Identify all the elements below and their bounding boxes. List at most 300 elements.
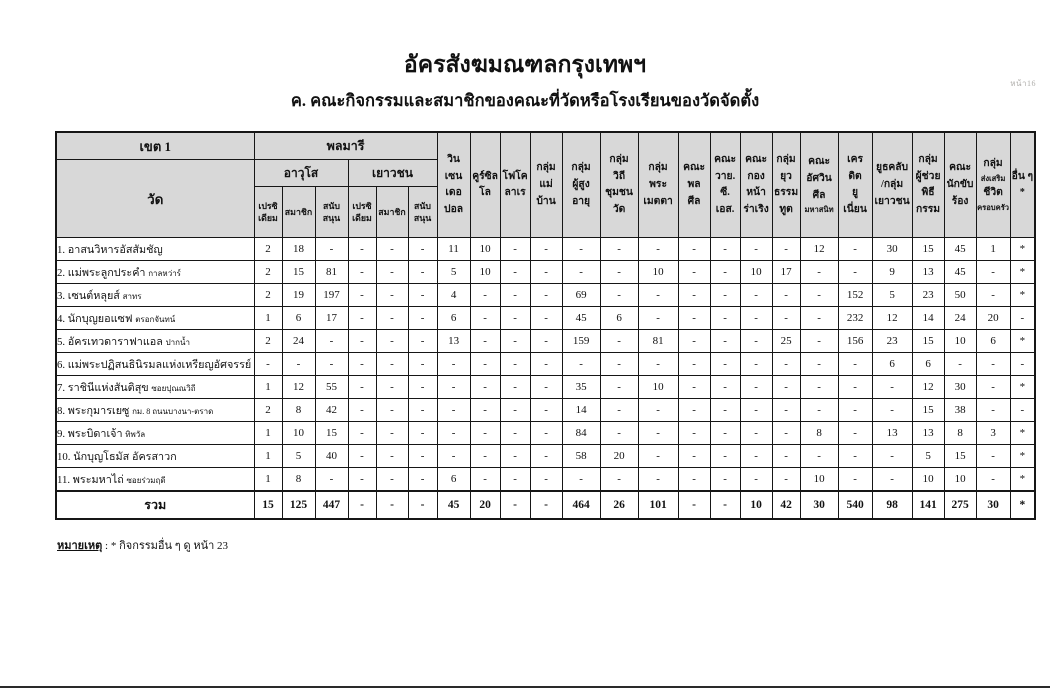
col-header-2: โฟโค ลาเร [500, 132, 530, 238]
value-cell: 10 [944, 330, 976, 353]
temple-name-cell: 6. แม่พระปฏิสนธินิรมลแห่งเหรียญอัศจรรย์ [56, 353, 254, 376]
temple-header: วัด [56, 160, 254, 238]
value-cell: - [530, 238, 562, 261]
value-cell: - [500, 445, 530, 468]
value-cell: - [772, 399, 800, 422]
value-cell: 6 [872, 353, 912, 376]
total-value-cell: 141 [912, 491, 944, 519]
value-cell: - [678, 353, 710, 376]
col-header-4: กลุ่ม ผู้สูง อายุ [562, 132, 600, 238]
total-value-cell: - [710, 491, 740, 519]
data-table [55, 131, 1036, 520]
total-value-cell: 101 [638, 491, 678, 519]
value-cell: - [600, 353, 638, 376]
value-cell: - [408, 399, 437, 422]
value-cell: 30 [872, 238, 912, 261]
total-value-cell: 15 [254, 491, 282, 519]
value-cell: - [838, 422, 872, 445]
table-row [56, 284, 1035, 307]
value-cell: - [500, 330, 530, 353]
value-cell: - [740, 238, 772, 261]
value-cell: - [710, 261, 740, 284]
value-cell: 11 [437, 238, 470, 261]
value-cell: - [376, 399, 408, 422]
value-cell: - [530, 330, 562, 353]
value-cell: - [710, 399, 740, 422]
value-cell: - [408, 261, 437, 284]
value-cell: 45 [944, 261, 976, 284]
value-cell: 1 [254, 445, 282, 468]
value-cell: 23 [872, 330, 912, 353]
value-cell: 55 [315, 376, 348, 399]
total-row [56, 491, 1035, 519]
value-cell: - [600, 261, 638, 284]
value-cell: - [437, 376, 470, 399]
value-cell: - [500, 399, 530, 422]
value-cell: - [530, 261, 562, 284]
value-cell: 232 [838, 307, 872, 330]
value-cell: - [470, 422, 500, 445]
value-cell: 6 [912, 353, 944, 376]
value-cell: 1 [254, 307, 282, 330]
value-cell: 17 [772, 261, 800, 284]
total-value-cell: - [500, 491, 530, 519]
value-cell: 4 [437, 284, 470, 307]
value-cell: 6 [437, 468, 470, 492]
value-cell: - [600, 376, 638, 399]
value-cell: - [638, 238, 678, 261]
value-cell: 20 [600, 445, 638, 468]
total-label-cell: รวม [56, 491, 254, 519]
value-cell: - [500, 261, 530, 284]
value-cell: 10 [638, 261, 678, 284]
total-value-cell: 275 [944, 491, 976, 519]
value-cell: 42 [315, 399, 348, 422]
zone-header: เขต 1 [56, 132, 254, 160]
temple-name-cell: 8. พระกุมารเยซู กม. 8 ถนนบางนา-ตราด [56, 399, 254, 422]
value-cell: - [638, 445, 678, 468]
col-header-7: คณะ พล ศีล [678, 132, 710, 238]
value-cell: - [710, 422, 740, 445]
value-cell: 10 [944, 468, 976, 492]
value-cell: - [376, 307, 408, 330]
value-cell: - [638, 422, 678, 445]
total-value-cell: * [1010, 491, 1035, 519]
value-cell: 5 [282, 445, 315, 468]
value-cell: - [638, 353, 678, 376]
value-cell: * [1010, 422, 1035, 445]
value-cell: - [678, 468, 710, 492]
value-cell: 1 [254, 468, 282, 492]
col-header-15: คณะ นักขับ ร้อง [944, 132, 976, 238]
value-cell: - [838, 376, 872, 399]
value-cell: - [944, 353, 976, 376]
value-cell: - [254, 353, 282, 376]
value-cell: - [678, 330, 710, 353]
value-cell: 15 [912, 399, 944, 422]
value-cell: - [678, 307, 710, 330]
value-cell: 8 [282, 399, 315, 422]
value-cell: - [500, 307, 530, 330]
value-cell: - [638, 307, 678, 330]
table-row [56, 422, 1035, 445]
value-cell: - [530, 307, 562, 330]
value-cell: - [710, 376, 740, 399]
page-subtitle: ค. คณะกิจกรรมและสมาชิกของคณะที่วัดหรือโรงเรียนของวัดจัดตั้ง [290, 90, 760, 110]
table-row [56, 238, 1035, 261]
value-cell: - [376, 422, 408, 445]
value-cell: - [638, 468, 678, 492]
value-cell: * [1010, 445, 1035, 468]
value-cell: - [348, 307, 376, 330]
temple-name-cell: 2. แม่พระลูกประคำ กาลหว่าร์ [56, 261, 254, 284]
value-cell: - [530, 353, 562, 376]
value-cell: 1 [976, 238, 1010, 261]
table-row [56, 330, 1035, 353]
value-cell: - [800, 399, 838, 422]
value-cell: - [408, 284, 437, 307]
total-value-cell: - [530, 491, 562, 519]
value-cell: 15 [315, 422, 348, 445]
value-cell: - [408, 445, 437, 468]
value-cell: - [976, 468, 1010, 492]
value-cell: 15 [912, 330, 944, 353]
total-value-cell: 30 [800, 491, 838, 519]
value-cell: - [710, 445, 740, 468]
value-cell: 5 [872, 284, 912, 307]
value-cell: - [500, 376, 530, 399]
value-cell: - [710, 284, 740, 307]
value-cell: - [838, 353, 872, 376]
value-cell: - [437, 399, 470, 422]
temple-name-cell: 7. ราชินีแห่งสันติสุข ซอยปุณณวิถี [56, 376, 254, 399]
value-cell: - [740, 399, 772, 422]
subgroup-header-1: เยาวชน [348, 160, 437, 187]
value-cell: - [1010, 307, 1035, 330]
value-cell: - [348, 422, 376, 445]
value-cell: 24 [282, 330, 315, 353]
value-cell: 25 [772, 330, 800, 353]
value-cell: 84 [562, 422, 600, 445]
value-cell: - [740, 353, 772, 376]
value-cell: - [710, 468, 740, 492]
value-cell: - [562, 353, 600, 376]
value-cell: - [408, 376, 437, 399]
value-cell: - [678, 238, 710, 261]
total-value-cell: 10 [740, 491, 772, 519]
value-cell: - [408, 422, 437, 445]
value-cell: 12 [282, 376, 315, 399]
col-header-11: คณะ อัศวิน ศีล มหาสนิท [800, 132, 838, 238]
value-cell: - [562, 468, 600, 492]
temple-name-cell: 3. เซนต์หลุยส์ สาทร [56, 284, 254, 307]
value-cell: 58 [562, 445, 600, 468]
value-cell: - [678, 445, 710, 468]
value-cell: - [710, 353, 740, 376]
total-value-cell: 98 [872, 491, 912, 519]
value-cell: - [772, 353, 800, 376]
value-cell: - [710, 307, 740, 330]
value-cell: - [562, 238, 600, 261]
value-cell: - [500, 422, 530, 445]
value-cell: 13 [437, 330, 470, 353]
value-cell: * [1010, 468, 1035, 492]
value-cell: 8 [944, 422, 976, 445]
value-cell: 6 [282, 307, 315, 330]
value-cell: - [600, 422, 638, 445]
value-cell: - [376, 376, 408, 399]
value-cell: * [1010, 238, 1035, 261]
value-cell: - [740, 468, 772, 492]
value-cell: 13 [912, 422, 944, 445]
value-cell: 2 [254, 284, 282, 307]
value-cell: - [976, 399, 1010, 422]
value-cell: - [500, 284, 530, 307]
footnote-text: : * กิจกรรมอื่น ๆ ดู หน้า 23 [105, 540, 229, 553]
value-cell: - [408, 468, 437, 492]
temple-name-cell: 11. พระมหาไถ่ ซอยร่วมฤดี [56, 468, 254, 492]
legion-group-header: พลมารี [254, 132, 437, 160]
value-cell: - [470, 468, 500, 492]
value-cell: - [437, 422, 470, 445]
total-value-cell: 45 [437, 491, 470, 519]
value-cell: - [500, 238, 530, 261]
value-cell: - [315, 238, 348, 261]
legion-col-header-1: สมาชิก [282, 187, 315, 238]
value-cell: - [800, 330, 838, 353]
value-cell: * [1010, 330, 1035, 353]
value-cell: - [437, 445, 470, 468]
value-cell: - [772, 376, 800, 399]
temple-name-cell: 5. อัครเทวดาราฟาแอล ปากน้ำ [56, 330, 254, 353]
value-cell: - [600, 284, 638, 307]
value-cell: 6 [600, 307, 638, 330]
value-cell: - [348, 330, 376, 353]
value-cell: 152 [838, 284, 872, 307]
total-value-cell: 447 [315, 491, 348, 519]
value-cell: - [315, 468, 348, 492]
value-cell: 10 [800, 468, 838, 492]
value-cell: - [638, 399, 678, 422]
table-row [56, 399, 1035, 422]
table-row [56, 353, 1035, 376]
footnote-label: หมายเหตุ [57, 540, 103, 553]
col-header-9: คณะ กอง หน้า ร่าเริง [740, 132, 772, 238]
value-cell: - [530, 422, 562, 445]
value-cell: - [348, 353, 376, 376]
total-value-cell: - [678, 491, 710, 519]
value-cell: 1 [254, 376, 282, 399]
value-cell: - [376, 238, 408, 261]
value-cell: - [348, 284, 376, 307]
value-cell: - [772, 238, 800, 261]
value-cell: - [530, 468, 562, 492]
table-row [56, 468, 1035, 492]
value-cell: - [772, 445, 800, 468]
legion-col-header-4: สมาชิก [376, 187, 408, 238]
value-cell: 197 [315, 284, 348, 307]
temple-name-cell: 4. นักบุญยอแซฟ ตรอกจันทน์ [56, 307, 254, 330]
value-cell: 2 [254, 261, 282, 284]
value-cell: 6 [437, 307, 470, 330]
value-cell: - [348, 238, 376, 261]
value-cell: - [740, 307, 772, 330]
value-cell: - [678, 284, 710, 307]
value-cell: - [800, 376, 838, 399]
total-value-cell: - [348, 491, 376, 519]
value-cell: 81 [638, 330, 678, 353]
value-cell: 2 [254, 330, 282, 353]
value-cell: - [376, 445, 408, 468]
value-cell: 10 [470, 238, 500, 261]
value-cell: - [740, 284, 772, 307]
value-cell: 15 [282, 261, 315, 284]
total-value-cell: 20 [470, 491, 500, 519]
temple-name-cell: 10. นักบุญโธมัส อัครสาวก [56, 445, 254, 468]
page-number: หน้า16 [1010, 79, 1036, 88]
value-cell: - [872, 399, 912, 422]
value-cell: - [872, 376, 912, 399]
value-cell: 5 [912, 445, 944, 468]
value-cell: - [872, 445, 912, 468]
legion-col-header-0: เปรซิ เดียม [254, 187, 282, 238]
value-cell: - [638, 284, 678, 307]
value-cell: 30 [944, 376, 976, 399]
value-cell: - [530, 445, 562, 468]
total-value-cell: 464 [562, 491, 600, 519]
value-cell: - [678, 261, 710, 284]
value-cell: - [800, 353, 838, 376]
value-cell: - [976, 284, 1010, 307]
value-cell: - [348, 399, 376, 422]
value-cell: 13 [912, 261, 944, 284]
value-cell: 3 [976, 422, 1010, 445]
value-cell: - [976, 353, 1010, 376]
value-cell: - [772, 422, 800, 445]
value-cell: 15 [912, 238, 944, 261]
value-cell: 10 [740, 261, 772, 284]
value-cell: - [408, 307, 437, 330]
col-header-5: กลุ่ม วิถี ชุมชน วัด [600, 132, 638, 238]
value-cell: - [740, 330, 772, 353]
value-cell: - [470, 353, 500, 376]
value-cell: 159 [562, 330, 600, 353]
total-value-cell: - [408, 491, 437, 519]
value-cell: 38 [944, 399, 976, 422]
value-cell: - [600, 399, 638, 422]
page-title: อัครสังฆมณฑลกรุงเทพฯ [403, 52, 647, 77]
value-cell: - [678, 422, 710, 445]
value-cell: - [376, 468, 408, 492]
value-cell: * [1010, 261, 1035, 284]
value-cell: - [740, 376, 772, 399]
col-header-17: อื่น ๆ * [1010, 132, 1035, 238]
value-cell: - [838, 238, 872, 261]
value-cell: 81 [315, 261, 348, 284]
value-cell: - [678, 399, 710, 422]
value-cell: - [376, 353, 408, 376]
subgroup-header-0: อาวุโส [254, 160, 348, 187]
value-cell: - [600, 238, 638, 261]
value-cell: 1 [254, 422, 282, 445]
table-row [56, 261, 1035, 284]
value-cell: - [740, 445, 772, 468]
value-cell: 14 [562, 399, 600, 422]
value-cell: 40 [315, 445, 348, 468]
temple-name-cell: 1. อาสนวิหารอัสสัมชัญ [56, 238, 254, 261]
value-cell: - [740, 422, 772, 445]
col-header-14: กลุ่ม ผู้ช่วย พิธี กรรม [912, 132, 944, 238]
col-header-3: กลุ่ม แม่ บ้าน [530, 132, 562, 238]
col-header-10: กลุ่ม ยุว ธรรม ทูต [772, 132, 800, 238]
value-cell: - [470, 330, 500, 353]
value-cell: - [710, 238, 740, 261]
value-cell: 45 [562, 307, 600, 330]
value-cell: 10 [912, 468, 944, 492]
value-cell: - [470, 284, 500, 307]
col-header-1: คูร์ซิล โล [470, 132, 500, 238]
value-cell: 8 [800, 422, 838, 445]
value-cell: - [772, 468, 800, 492]
value-cell: 69 [562, 284, 600, 307]
value-cell: - [838, 261, 872, 284]
col-header-12: เคร ดิต ยู เนี่ยน [838, 132, 872, 238]
value-cell: - [1010, 353, 1035, 376]
value-cell: - [376, 284, 408, 307]
legion-col-header-2: สนับ สนุน [315, 187, 348, 238]
value-cell: - [838, 468, 872, 492]
table-row [56, 307, 1035, 330]
value-cell: - [348, 445, 376, 468]
value-cell: 10 [638, 376, 678, 399]
value-cell: - [348, 376, 376, 399]
value-cell: - [500, 468, 530, 492]
value-cell: - [562, 261, 600, 284]
legion-col-header-5: สนับ สนุน [408, 187, 437, 238]
value-cell: - [800, 284, 838, 307]
value-cell: 19 [282, 284, 315, 307]
value-cell: - [470, 399, 500, 422]
value-cell: - [408, 330, 437, 353]
total-value-cell: 42 [772, 491, 800, 519]
value-cell: 12 [872, 307, 912, 330]
value-cell: - [872, 468, 912, 492]
total-value-cell: 125 [282, 491, 315, 519]
value-cell: - [800, 307, 838, 330]
value-cell: - [315, 330, 348, 353]
value-cell: - [348, 261, 376, 284]
col-header-13: ยูธคลับ /กลุ่ม เยาวชน [872, 132, 912, 238]
col-header-8: คณะ วาย. ซี. เอส. [710, 132, 740, 238]
value-cell: 24 [944, 307, 976, 330]
value-cell: - [282, 353, 315, 376]
table-row [56, 445, 1035, 468]
value-cell: 35 [562, 376, 600, 399]
value-cell: - [800, 261, 838, 284]
col-header-6: กลุ่ม พระ เมตตา [638, 132, 678, 238]
value-cell: - [530, 284, 562, 307]
value-cell: 156 [838, 330, 872, 353]
value-cell: 2 [254, 399, 282, 422]
value-cell: - [678, 376, 710, 399]
value-cell: - [530, 399, 562, 422]
value-cell: 20 [976, 307, 1010, 330]
col-header-0: วิน เซน เดอ ปอล [437, 132, 470, 238]
value-cell: 12 [800, 238, 838, 261]
value-cell: - [470, 376, 500, 399]
value-cell: 13 [872, 422, 912, 445]
value-cell: - [470, 445, 500, 468]
